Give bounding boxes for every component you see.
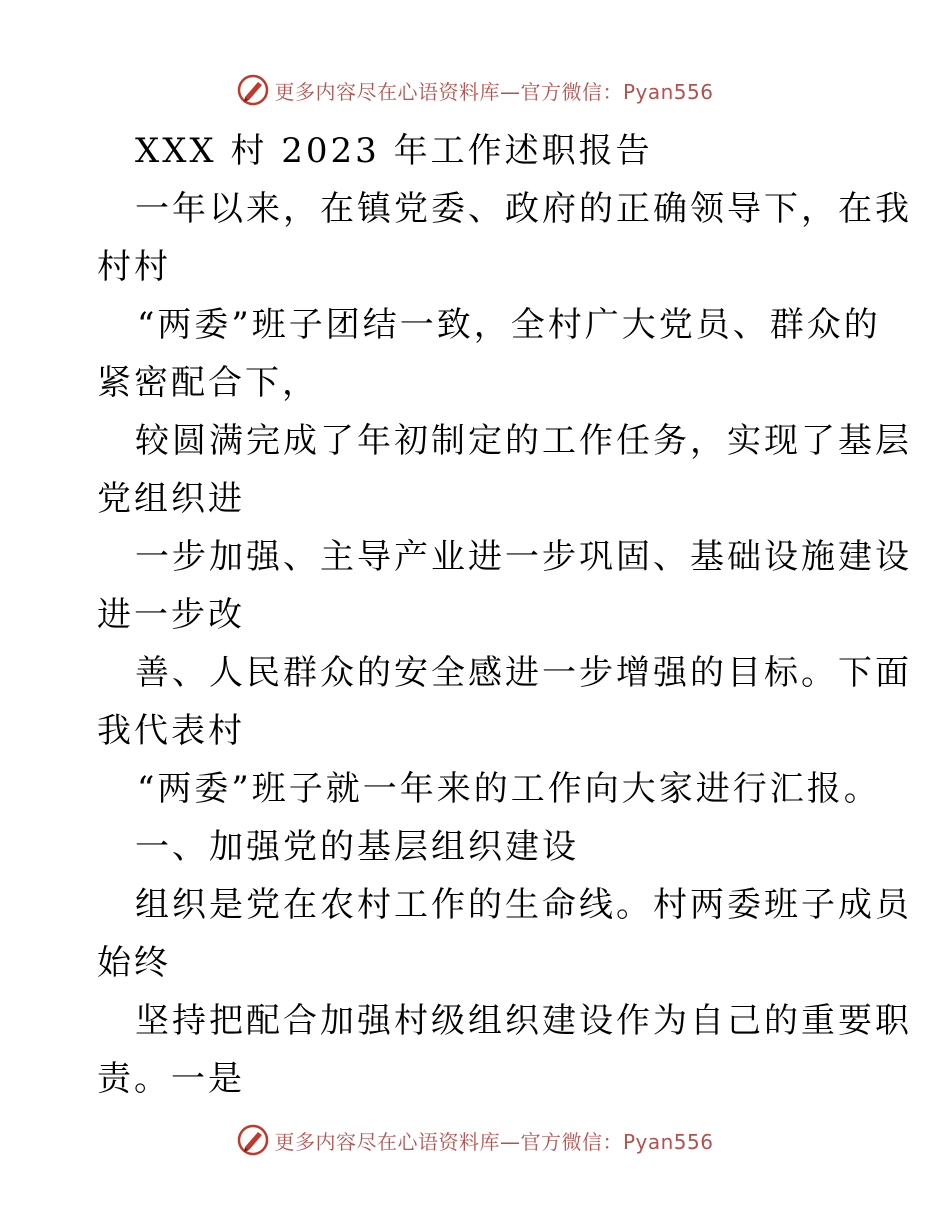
paragraph-line: 坚持把配合加强村级组织建设作为自己的重要职 — [135, 1001, 912, 1041]
paragraph-line: 组织是党在农村工作的生命线。村两委班子成员 — [135, 885, 912, 925]
header-banner — [0, 70, 950, 110]
footer-banner-text: 更多内容尽在心语资料库—官方微信：Pyan556 — [274, 1129, 714, 1154]
footer-banner-inner — [236, 1123, 713, 1157]
paragraph-line: “两委”班子团结一致，全村广大党员、群众的 — [137, 305, 881, 345]
footer-banner — [0, 1120, 950, 1160]
paragraph-line: “两委”班子就一年来的工作向大家进行汇报。 — [137, 769, 881, 809]
paragraph-line: 始终 — [97, 943, 171, 983]
paragraph-line: 一年以来，在镇党委、政府的正确领导下，在我 — [135, 189, 912, 229]
paragraph-line: 责。一是 — [97, 1059, 245, 1099]
section-heading: 一、加强党的基层组织建设 — [135, 827, 579, 867]
paragraph-line: 一步加强、主导产业进一步巩固、基础设施建设 — [135, 537, 912, 577]
paragraph-line: 善、人民群众的安全感进一步增强的目标。下面 — [135, 653, 912, 693]
document-body — [97, 122, 912, 1108]
paragraph-line: 村村 — [97, 247, 171, 287]
header-banner-text: 更多内容尽在心语资料库—官方微信：Pyan556 — [274, 79, 714, 104]
document-title: XXX 村 2023 年工作述职报告 — [135, 131, 653, 171]
paragraph-line: 进一步改 — [97, 595, 245, 635]
pen-logo-icon — [236, 73, 270, 107]
paragraph-line: 我代表村 — [97, 711, 245, 751]
paragraph-line: 较圆满完成了年初制定的工作任务，实现了基层 — [135, 421, 912, 461]
header-banner-inner — [236, 73, 713, 107]
paragraph-line: 党组织进 — [97, 479, 245, 519]
paragraph-line: 紧密配合下， — [97, 363, 319, 403]
pen-logo-icon — [236, 1123, 270, 1157]
